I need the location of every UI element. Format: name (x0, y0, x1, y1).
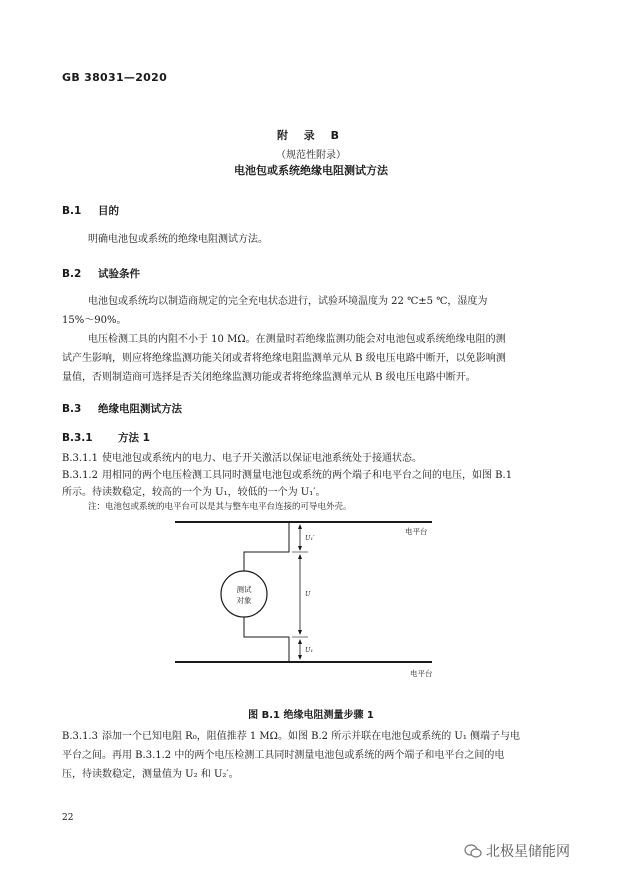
item-b313-line3: 压，待读数稳定，测量值为 U₂ 和 U₂′。 (62, 769, 239, 780)
appendix-subtitle: （规范性附录） (276, 150, 346, 161)
item-number: B.3.1.3 (62, 731, 98, 742)
top-platform-label: 电平台 (405, 527, 428, 536)
section-title: 目的 (98, 205, 119, 217)
section-title: 试验条件 (98, 268, 140, 280)
section-number: B.1 (62, 205, 82, 217)
test-object-label-1: 测试 (236, 585, 252, 594)
item-text: 使电池包或系统内的电力、电子开关激活以保证电池系统处于接通状态。 (102, 453, 422, 464)
wechat-icon (464, 844, 482, 858)
page-number: 22 (62, 813, 74, 823)
b2-p2-line2: 试产生影响，则应将绝缘监测功能关闭或者将绝缘电阻监测单元从 B 级电压电路中断开，以免影响测 (62, 353, 506, 364)
u-label: U (305, 590, 311, 598)
figure-note: 注：电池包或系统的电平台可以是其与整车电平台连接的可导电外壳。 (88, 502, 352, 512)
b2-p1-line2: 15%～90%。 (62, 315, 127, 326)
item-text: 添加一个已知电阻 R₀，阻值推荐 1 MΩ。如图 B.2 所示并联在电池包或系统的 U₁ 侧端子与电 (102, 731, 521, 742)
item-number: B.3.1.2 (62, 470, 98, 481)
u1-label: U₁ (305, 646, 314, 654)
top-wire (244, 523, 289, 571)
section-title: 方法 1 (118, 432, 150, 444)
test-object-label-2: 对象 (236, 596, 252, 605)
b2-p1-line1: 电池包或系统均以制造商规定的完全充电状态进行，试验环境温度为 22 ℃±5 ℃，湿度为 (88, 296, 488, 307)
b2-p2-line3: 量值，否则制造商可选择是否关闭绝缘监测功能或者将绝缘监测单元从 B 级电压电路中断开。 (62, 372, 476, 383)
standard-code: GB 38031—2020 (62, 71, 168, 84)
section-number: B.3 (62, 403, 82, 415)
b2-p2-line1: 电压检测工具的内阻不小于 10 MΩ。在测量时若绝缘监测功能会对电池包或系统绝缘电阻的测 (88, 334, 506, 345)
item-b313-line2: 平台之间。再用 B.3.1.2 中的两个电压检测工具同时测量电池包或系统的两个端子和电平台之间的电 (62, 750, 505, 761)
section-number: B.2 (62, 268, 82, 280)
item-b313-line1 (62, 728, 520, 746)
item-number: B.3.1.1 (62, 453, 98, 464)
section-number: B.3.1 (62, 432, 93, 444)
section-b1-paragraph: 明确电池包或系统的绝缘电阻测试方法。 (88, 234, 268, 245)
watermark-text: 北极星储能网 (486, 844, 570, 860)
figure-caption: 图 B.1 绝缘电阻测量步骤 1 (248, 710, 374, 721)
watermark (464, 841, 570, 861)
section-title: 绝缘电阻测试方法 (98, 403, 182, 415)
item-b312-line2: 所示。待读数稳定，较高的一个为 U₁，较低的一个为 U₁′。 (62, 487, 326, 498)
u1-prime-label: U₁′ (305, 534, 315, 542)
bottom-wire (244, 617, 289, 661)
test-object-circle (221, 571, 267, 617)
appendix-title: 附 录 B (276, 129, 346, 142)
bottom-platform-label: 电平台 (410, 669, 433, 678)
appendix-heading: 电池包或系统绝缘电阻测试方法 (234, 164, 388, 177)
item-text: 用相同的两个电压检测工具同时测量电池包或系统的两个端子和电平台之间的电压，如图 B.1 (102, 470, 513, 481)
